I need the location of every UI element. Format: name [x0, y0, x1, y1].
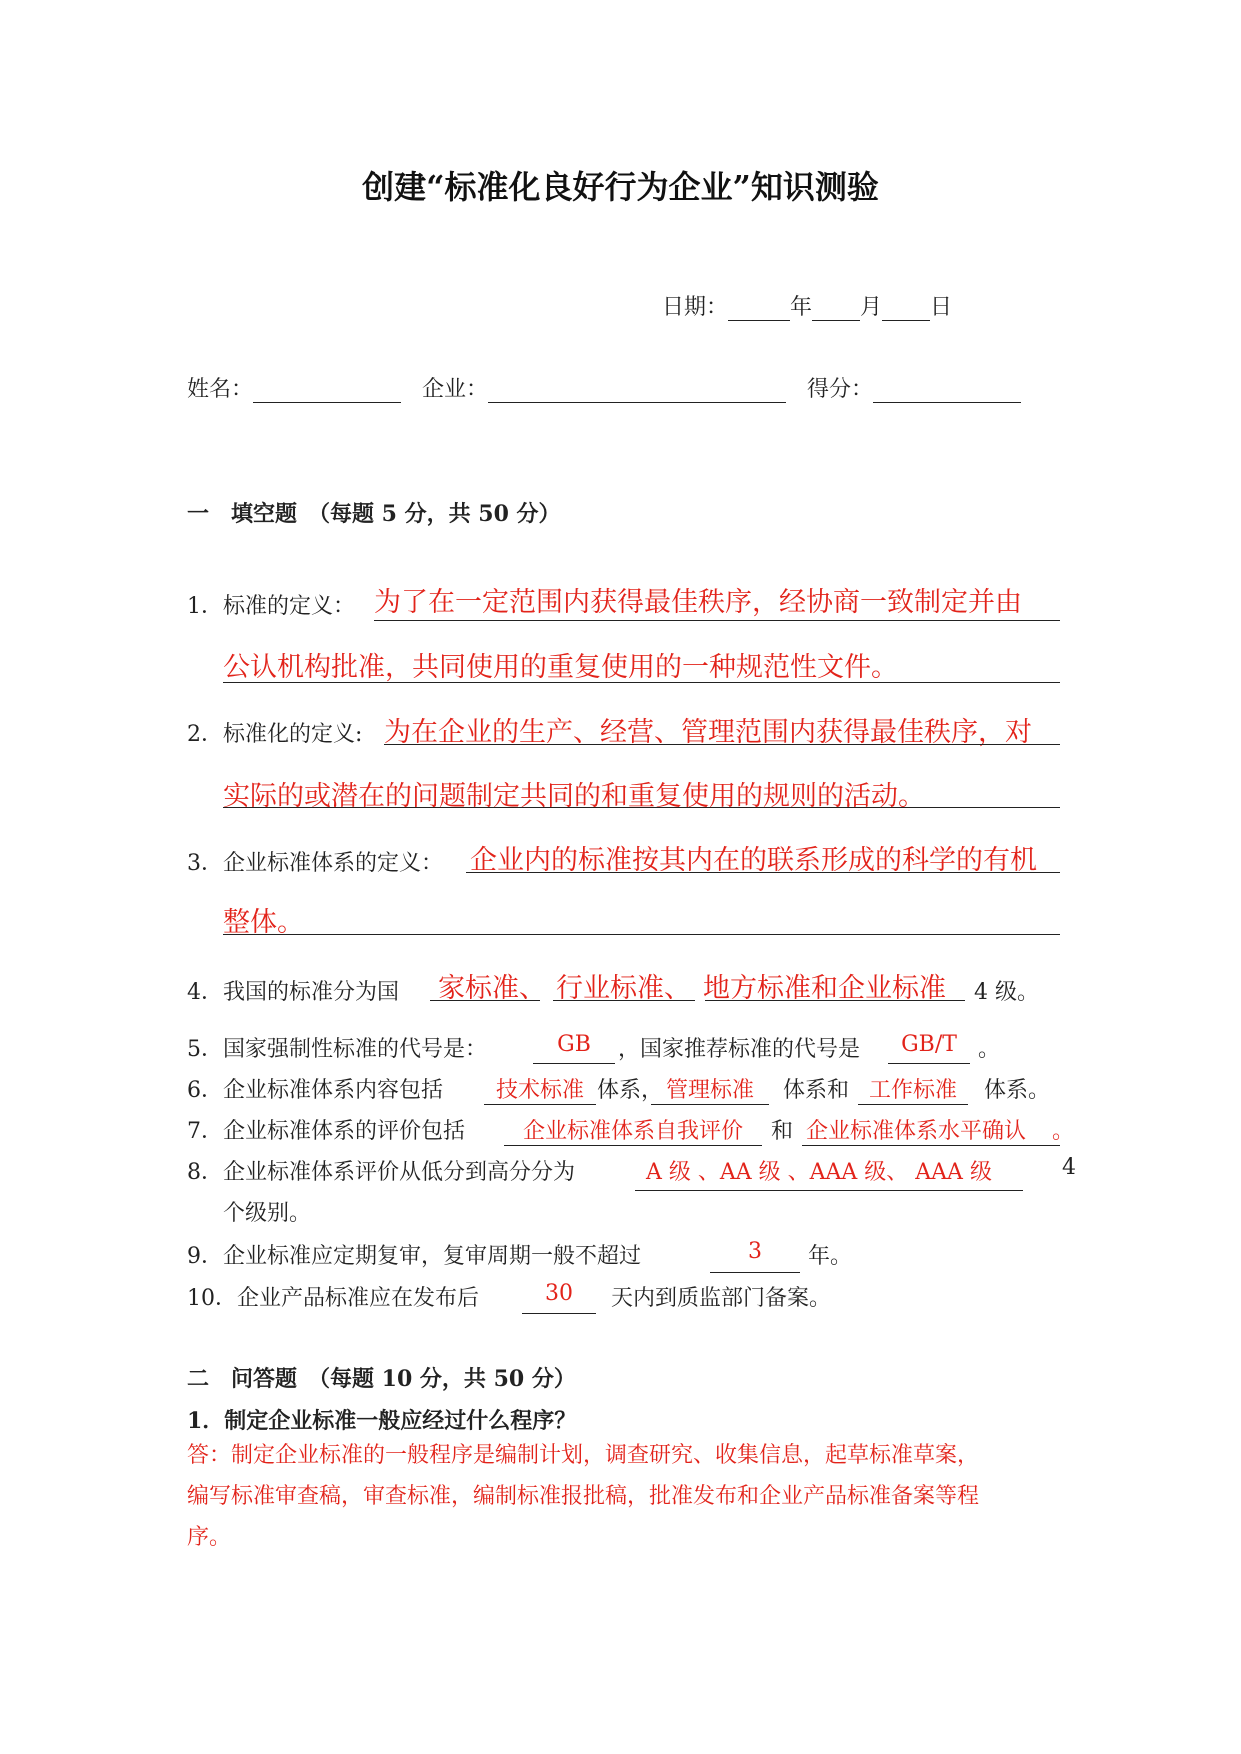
- q6-underline-1: [484, 1104, 596, 1105]
- q6-underline-2: [651, 1104, 769, 1105]
- q8-suffix: 4: [1062, 1155, 1076, 1180]
- q3-underline2: [223, 934, 1060, 935]
- q1-prefix: 1．标准的定义：: [187, 594, 355, 619]
- q7-underline-2: [802, 1145, 1060, 1146]
- score-blank[interactable]: [873, 376, 1021, 403]
- month-blank[interactable]: [812, 294, 860, 321]
- q8-answer-1: A 级 、AA 级 、AAA 级、 AAA 级: [646, 1160, 992, 1185]
- q8-prefix: 8．企业标准体系评价从低分到高分分为: [187, 1160, 575, 1185]
- section2-heading: 二 问答题 （每题 10 分，共 50 分）: [187, 1366, 576, 1392]
- q2-underline2: [223, 807, 1060, 808]
- q4-underline-1: [430, 1000, 540, 1001]
- q5-underline-1: [533, 1063, 615, 1064]
- date-label: 日期：: [662, 295, 729, 320]
- q9-suffix: 年。: [808, 1244, 853, 1269]
- q10-prefix: 10．企业产品标准应在发布后: [187, 1286, 479, 1311]
- q6-answer-3: 工作标准: [868, 1078, 957, 1103]
- month-label: 月: [860, 295, 883, 320]
- q9-underline-1: [710, 1272, 800, 1273]
- q7-underline-1: [504, 1145, 762, 1146]
- q8-underline-1: [635, 1190, 1023, 1191]
- s2-q1-question: 1．制定企业标准一般应经过什么程序？: [187, 1408, 577, 1434]
- name-label: 姓名：: [187, 377, 254, 402]
- q10-underline-1: [522, 1313, 596, 1314]
- q9-answer-1: 3: [748, 1239, 762, 1264]
- page-title: 创建“标准化良好行为企业”知识测验: [362, 168, 879, 206]
- q3-prefix: 3．企业标准体系的定义：: [187, 851, 443, 876]
- q6-answer-2: 管理标准: [665, 1078, 754, 1103]
- q6-underline-3: [858, 1104, 968, 1105]
- company-blank[interactable]: [488, 376, 786, 403]
- q5-answer-2: GB/T: [901, 1032, 957, 1057]
- year-label: 年: [790, 295, 813, 320]
- q4-prefix: 4．我国的标准分为国: [187, 980, 399, 1005]
- q6-suffix: 体系。: [984, 1078, 1051, 1103]
- q10-answer-1: 30: [545, 1281, 573, 1306]
- name-blank[interactable]: [253, 376, 401, 403]
- s2-q1-answer-line2: 编写标准审查稿，审查标准，编制标准报批稿，批准发布和企业产品标准备案等程: [187, 1484, 980, 1509]
- q1-answer-line2: 公认机构批准，共同使用的重复使用的一种规范性文件。: [223, 652, 898, 683]
- s2-q1-answer-line1: 答：制定企业标准的一般程序是编制计划，调查研究、收集信息，起草标准草案，: [187, 1443, 980, 1468]
- q1-underline2: [223, 682, 1060, 683]
- q9-prefix: 9．企业标准应定期复审，复审周期一般不超过: [187, 1244, 641, 1269]
- q2-answer-line2: 实际的或潜在的问题制定共同的和重复使用的规则的活动。: [223, 781, 925, 812]
- q7-prefix: 7．企业标准体系的评价包括: [187, 1119, 465, 1144]
- info-line: [187, 372, 1021, 403]
- q7-suffix: 。: [1052, 1119, 1075, 1144]
- q4-answer-3: 地方标准和企业标准: [703, 973, 946, 1004]
- q3-underline1: [466, 872, 1060, 873]
- q2-underline1: [384, 744, 1060, 745]
- q4-underline-3: [705, 1000, 965, 1001]
- q6-prefix: 6．企业标准体系内容包括: [187, 1078, 443, 1103]
- q4-suffix: 4 级。: [974, 980, 1039, 1005]
- day-label: 日: [930, 295, 953, 320]
- q4-underline-2: [553, 1000, 695, 1001]
- q5-suffix: 。: [978, 1037, 1001, 1062]
- q10-suffix: 天内到质监部门备案。: [611, 1286, 832, 1311]
- q6-mid2: 体系和: [783, 1078, 850, 1103]
- q2-answer-line1: 为在企业的生产、经营、管理范围内获得最佳秩序，对: [384, 717, 1032, 748]
- day-blank[interactable]: [882, 294, 930, 321]
- q2-prefix: 2．标准化的定义:: [187, 722, 363, 747]
- q5-mid: ，国家推荐标准的代号是: [618, 1037, 861, 1062]
- q3-answer-line2: 整体。: [223, 907, 304, 938]
- q5-underline-2: [888, 1063, 970, 1064]
- q7-answer-2: 企业标准体系水平确认: [806, 1119, 1027, 1144]
- q4-answer-2: 行业标准、: [556, 973, 691, 1004]
- q5-answer-1: GB: [557, 1032, 591, 1057]
- s2-q1-answer-line3: 序。: [187, 1525, 232, 1550]
- q7-mid: 和: [771, 1119, 794, 1144]
- q8-line2: 个级别。: [223, 1201, 312, 1226]
- q6-answer-1: 技术标准: [495, 1078, 584, 1103]
- year-blank[interactable]: [728, 294, 790, 321]
- date-line: [662, 290, 952, 321]
- q7-answer-1: 企业标准体系自我评价: [522, 1119, 743, 1144]
- section1-heading: 一 填空题 （每题 5 分，共 50 分）: [187, 501, 561, 527]
- q1-answer-line1: 为了在一定范围内获得最佳秩序，经协商一致制定并由: [374, 587, 1022, 618]
- q6-mid1: 体系，: [597, 1078, 664, 1103]
- company-label: 企业：: [422, 377, 489, 402]
- q3-answer-line1: 企业内的标准按其内在的联系形成的科学的有机: [470, 845, 1037, 876]
- q4-answer-1: 家标准、: [438, 973, 546, 1004]
- q1-underline1: [374, 620, 1060, 621]
- score-label: 得分：: [807, 377, 874, 402]
- q5-prefix: 5．国家强制性标准的代号是：: [187, 1037, 487, 1062]
